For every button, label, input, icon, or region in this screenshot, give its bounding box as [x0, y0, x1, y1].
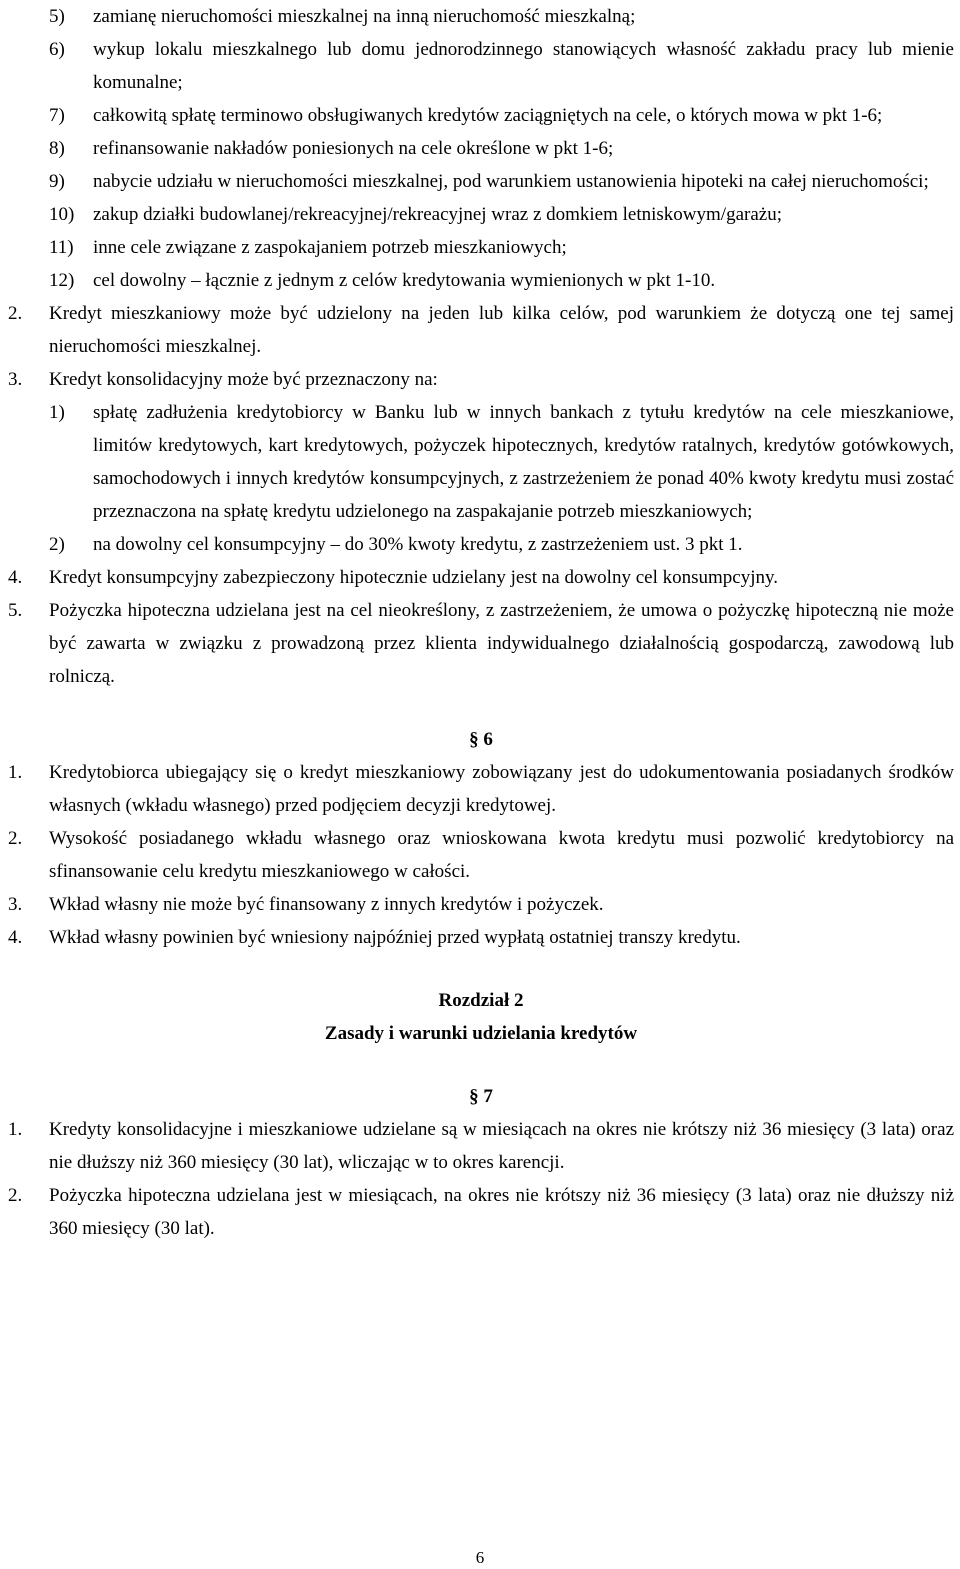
list-item: 1. Kredytobiorca ubiegający się o kredyt mieszkaniowy zobowiązany jest do udokumentowania posiadanych środków własnych (wkładu własnego) przed podjęciem decyzji kredytowej.: [8, 762, 954, 816]
section-7-heading: § 7: [469, 1086, 493, 1107]
list-item: 8) refinansowanie nakładów poniesionych na cele określone w pkt 1-6;: [49, 138, 614, 159]
paragraph-5: 5. Pożyczka hipoteczna udzielana jest na cel nieokreślony, z zastrzeżeniem, że umowa o pożyczkę hipoteczną nie może być zawarta w związku z prowadzoną przez klienta indywidualnego działalnością gospodarczą, zawodową lub rolniczą.: [8, 600, 954, 687]
document-body: [8, 0, 954, 1245]
paragraph-4: 4. Kredyt konsumpcyjny zabezpieczony hipotecznie udzielany jest na dowolny cel konsumpcyjny.: [8, 567, 778, 588]
list-item: 5) zamianę nieruchomości mieszkalnej na inną nieruchomość mieszkalną;: [49, 6, 636, 27]
list-item: 3. Wkład własny nie może być finansowany z innych kredytów i pożyczek.: [8, 894, 604, 915]
spacer: [8, 1050, 954, 1080]
list-item: 2) na dowolny cel konsumpcyjny – do 30% kwoty kredytu, z zastrzeżeniem ust. 3 pkt 1.: [49, 534, 743, 555]
section-6-list: [8, 756, 954, 954]
list-item: 10) zakup działki budowlanej/rekreacyjnej/rekreacyjnej wraz z domkiem letniskowym/garażu;: [49, 204, 782, 225]
section-6-heading: § 6: [469, 729, 493, 750]
list-item: 11) inne cele związane z zaspokajaniem potrzeb mieszkaniowych;: [49, 237, 567, 258]
list-item: 7) całkowitą spłatę terminowo obsługiwanych kredytów zaciągniętych na cele, o których mowa w pkt 1-6;: [49, 105, 883, 126]
list-item: 4. Wkład własny powinien być wniesiony najpóźniej przed wypłatą ostatniej transzy kredytu.: [8, 927, 741, 948]
paragraph-2: 2. Kredyt mieszkaniowy może być udzielony na jeden lub kilka celów, pod warunkiem że dotyczą one tej samej nieruchomości mieszkalnej.: [8, 303, 954, 357]
spacer: [8, 693, 954, 723]
list-item: 6) wykup lokalu mieszkalnego lub domu jednorodzinnego stanowiących własność zakładu pracy lub mienie komunalne;: [49, 39, 954, 93]
section-7-list: [8, 1113, 954, 1245]
list-item: 12) cel dowolny – łącznie z jednym z celów kredytowania wymienionych w pkt 1-10.: [49, 270, 716, 291]
consolidation-list: [8, 396, 954, 561]
list-item: 2. Pożyczka hipoteczna udzielana jest w miesiącach, na okres nie krótszy niż 36 miesięcy (3 lata) oraz nie dłuższy niż 360 miesięcy (30 lat).: [8, 1185, 954, 1239]
spacer: [8, 954, 954, 984]
goals-list: [8, 0, 954, 297]
list-item: 1. Kredyty konsolidacyjne i mieszkaniowe udzielane są w miesiącach na okres nie krótszy niż 36 miesięcy (3 lata) oraz nie dłuższy niż 360 miesięcy (30 lat), wliczając w to okres karencji.: [8, 1119, 954, 1173]
list-item: 9) nabycie udziału w nieruchomości mieszkalnej, pod warunkiem ustanowienia hipoteki na całej nieruchomości;: [49, 171, 929, 192]
list-item: 2. Wysokość posiadanego wkładu własnego oraz wnioskowana kwota kredytu musi pozwolić kredytobiorcy na sfinansowanie celu kredytu mieszkaniowego w całości.: [8, 828, 954, 882]
chapter-title: Rozdział 2: [438, 990, 524, 1011]
paragraph-3: 3. Kredyt konsolidacyjny może być przeznaczony na:: [8, 369, 438, 390]
chapter-subtitle: Zasady i warunki udzielania kredytów: [324, 1023, 638, 1044]
list-item: 1) spłatę zadłużenia kredytobiorcy w Banku lub w innych bankach z tytułu kredytów na cele mieszkaniowe, limitów kredytowych, kart kredytowych, pożyczek hipotecznych, kredytów ratalnych, kredytów gotówkowych, samochodowych i innych kredytów konsumpcyjnych, z zastrzeżeniem że ponad 40% kwoty kredytu musi zostać przeznaczona na spłatę kredytu udzielonego na zaspakajanie potrzeb mieszkaniowych;: [49, 402, 954, 522]
page-number: 6: [475, 1548, 485, 1567]
